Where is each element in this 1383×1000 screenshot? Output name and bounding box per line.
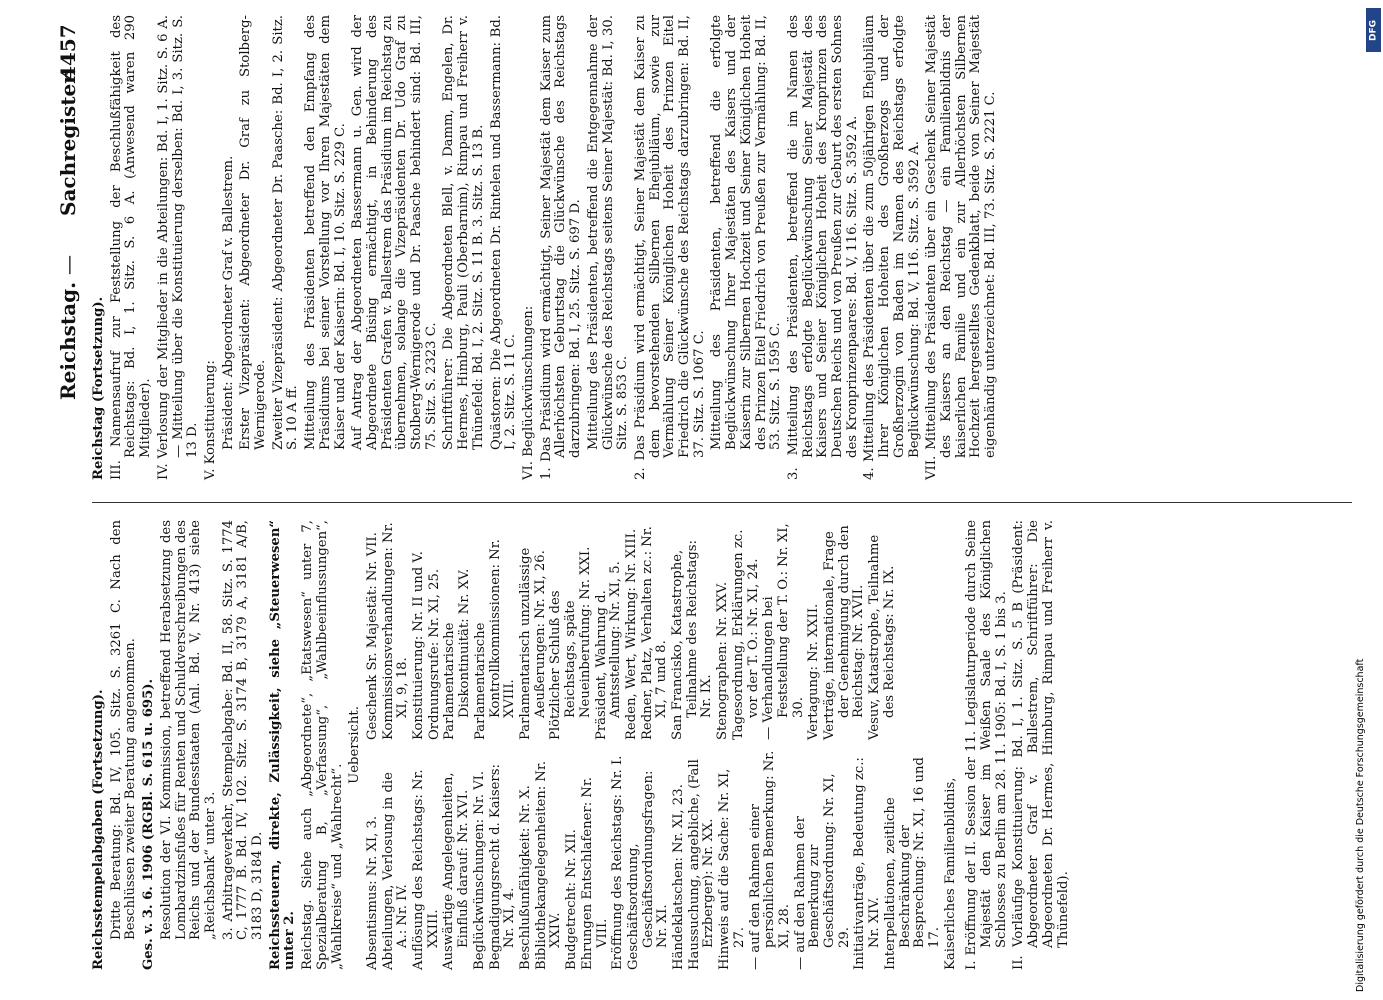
header-title: Reichstag. [56, 281, 80, 400]
list-item: Kaiserliches Familienbildnis, [942, 777, 958, 970]
section-entry: III. Namensaufruf zur Feststellung der Beschlußfähigkeit des Reichstags: Bd. I, 1. Sitz. S. 6 A. (Anwesend waren 290 Mitglieder). [108, 15, 154, 480]
overview-right-list [366, 520, 959, 740]
entry-text: Ges. v. 3. 6. 1906 (RGBl. S. 615 u. 695). [141, 678, 157, 970]
section-entry: V. Konstituierung: [202, 360, 218, 480]
section-entry: Mitteilung des Präsidenten betreffend den Empfang des Präsidiums bei seiner Vorstellung vor Ihren Majestäten dem Kaiser und der Kaiserin: Bd. I, 10. Sitz. S. 229 C. [303, 15, 348, 450]
list-item: Vertagung: Nr. XXII. [806, 603, 822, 740]
list-item: Hinweis auf die Sache: Nr. XI, 27. [717, 768, 747, 970]
overview-table [366, 520, 959, 970]
entry-text: Dritte Beratung: Bd. IV, 105. Sitz. S. 3261 C. Nach den Beschlüssen zweiter Beratung angenommen. [108, 520, 139, 940]
running-header [52, 0, 96, 1000]
entry-heading: Reichstag. Siehe auch „Abgeordnete“, „Etatswesen“ unter 7, Spezialberatung B, „Verfassung“, „Wahlbeeinflussungen“, „Wahlkreise“ und „Wahlrecht“. [300, 520, 345, 970]
section-entry: Mitteilung des Präsidenten, betreffend die Entgegennahme der Glückwünsche des Reichstags seitens Seiner Majestät: Bd. I, 30. Sitz. S. 853 C. [585, 15, 631, 450]
list-item: Haussuchung, angebliche, (Fall Erzberger): Nr. XX. [686, 759, 717, 970]
digitization-credit [1355, 8, 1381, 992]
list-item: Plötzlicher Schluß des Reichstags, späte Neueinberufung: Nr. XXI. [548, 546, 593, 740]
entry-heading: Reichstag (Fortsetzung). [91, 296, 106, 480]
entry-text: Resolution der VI. Kommission, betreffend Herabsetzung des Lombardzinsfußes für Renten und Schuldverschreibungen des Reichs und der Bundesstaaten (Anl. Bd. V, Nr. 413) siehe „Reichsbank“ unter 3. [158, 520, 218, 940]
right-column [92, 15, 1002, 480]
list-item: Beschlußunfähigkeit: Nr. X. [517, 785, 533, 970]
list-item: Eröffnung des Reichstags: Nr. I. [610, 755, 626, 970]
list-item: Kommissionsverhandlungen: Nr. XI, 9, 18. [380, 522, 411, 740]
page-number: 4457 [56, 24, 80, 80]
dfg-logo-icon: DFG [1366, 8, 1381, 52]
list-item: Redner, Platz, Verhalten zc.: Nr. XI, 7 und 8. [639, 526, 670, 740]
list-item: Tagesordnung, Erklärungen zc. vor der T. O.: Nr. XI, 24. [730, 529, 761, 740]
section-entry: VII. Mitteilung des Präsidenten über ein Geschenk Seiner Majestät des Kaisers an den Reichstag — ein Familienbildnis der kaiserlichen Familie und ein zur Allerhöchsten Silbernen Hochzeit hergestelltes Gedenkblatt, beide von Seiner Majestät eigenhändig unterzeichnet: Bd. III, 73. Sitz. S. 2221 C. [924, 15, 999, 480]
list-item: Parlamentarische Kontrollkommissionen: Nr. XVIII. [472, 539, 518, 740]
list-item: Geschäftsordnung, Geschäftsordnungsfragen: Nr. XI. [625, 770, 671, 970]
section-entry: 2. Das Präsidium wird ermächtigt, Seiner Majestät dem Kaiser zu dem bevorstehenden Silbernen Ehejubiläum, sowie zur Vermählung Seiner Königlichen Hoheit des Prinzen Eitel Friedrich die Glückwünsche des Reichstags darzubringen: Bd. II, 37. Sitz. S. 1067 C. [632, 15, 707, 480]
left-column [92, 520, 1074, 970]
list-item: Beglückwünschungen: Nr. VI. [471, 770, 487, 970]
header-dash: — [56, 255, 80, 275]
section-entry: Quästoren: Die Abgeordneten Dr. Rintelen und Bassermann: Bd. I, 2. Sitz. S. 11 C. [488, 15, 519, 450]
section-entry: Zweiter Vizepräsident: Abgeordneter Dr. Paasche: Bd. I, 2. Sitz. S. 10 A ff. [270, 15, 301, 450]
section-entry: 4. Mitteilung des Präsidenten über die zum 50jährigen Ehejubiläum Ihrer Königlichen Hoheiten des Großherzogs und der Großherzogin von Baden im Namen des Reichstags erfolgte Beglückwünschung: Bd. V, 116. Sitz. S. 3592 A. [862, 15, 922, 480]
credit-text: Digitalisierung gefördert durch die Deutsche Forschungsgemeinschaft [1355, 658, 1366, 992]
list-item: Konstituierung: Nr. II und V. [411, 551, 427, 740]
list-item: Stenographen: Nr. XXV. [715, 581, 731, 740]
section-entry: Auf Antrag der Abgeordneten Bassermann u. Gen. wird der Abgeordnete Büsing ermächtigt, in Behinderung des Präsidenten Grafen v. Ballestrem das Präsidium im Reichstag zu übernehmen, solange die Vizepräsidenten Dr. Udo Graf zu Stolberg-Wernigerode und Dr. Paasche behindert sind: Bd. III, 75. Sitz. S. 2323 C. [350, 15, 439, 450]
section-entry: Schriftführer: Die Abgeordneten Blell, v. Damm, Engelen, Dr. Hermes, Himburg, Pauli (Oberbarnim), Rimpau und Freiherr v. Thünefeld: Bd. I, 2. Sitz. S. 11 B. 3. Sitz. S. 13 B. [441, 15, 486, 450]
list-item: Begnadigungsrecht d. Kaisers: Nr. XI, 4. [487, 764, 518, 970]
section-entry: I. Eröffnung der II. Session der 11. Legislaturperiode durch Seine Majestät den Kaiser im Weißen Saale des Königlichen Schlosses zu Berlin am 28. 11. 1905: Bd. I, S. 1 bis 3. [964, 520, 1009, 970]
list-item: Initiativanträge, Bedeutung zc.: Nr. XIV. [852, 757, 883, 970]
list-item: Auswärtige Angelegenheiten, Einfluß darauf: Nr. XVI. [441, 772, 472, 970]
list-item: Parlamentarische Diskontinuität: Nr. XV. [442, 568, 473, 740]
section-entry: Erster Vizepräsident: Abgeordneter Dr. Graf zu Stolberg-Wernigerode. [238, 15, 269, 450]
list-item: Abteilungen, Verlosung in die A.: Nr. IV. [380, 772, 411, 970]
list-item: Geschenk Sr. Majestät: Nr. VII. [364, 532, 380, 740]
section-entry: IV. Verlosung der Mitglieder in die Abteilungen: Bd. I, 1. Sitz. S. 6 A. — Mitteilung über die Konstituierung derselben: Bd. I, 3. Sitz. S. 13 D. [155, 15, 201, 480]
section-entry: Präsident: Abgeordneter Graf v. Ballestrem. [220, 155, 236, 450]
section-entry: VI. Beglückwünschungen: [520, 305, 536, 480]
list-item: Auflösung des Reichstags: Nr. XXIII. [411, 769, 441, 970]
entry-text: 3. Arbitrageverkehr, Stempelabgabe: Bd. II, 58. Sitz. S. 1774 C, 1777 B. Bd. IV, 102. Sitz. S. 3174 B, 3179 A, 3181 A/B, 3183 D, 3184 D. [220, 520, 266, 940]
list-item: — auf den Rahmen einer persönlichen Bemerkung: Nr. XI, 28. [747, 750, 792, 970]
list-item: — auf den Rahmen der Bemerkung zur Geschäftsordnung: Nr. XI, 29. [792, 773, 852, 970]
list-item: Verträge, internationale, Frage der Genehmigung durch den Reichstag: Nr. XVII. [822, 525, 867, 740]
entry-heading: Reichssteuern, direkte, Zulässigkeit, siehe „Steuerwesen“ unter 2. [267, 520, 298, 970]
section-entry: Mitteilung des Präsidenten, betreffend die erfolgte Beglückwünschung Ihrer Majestäten des Kaisers und der Kaiserin zur Silbernen Hochzeit und Seiner Königlichen Hoheit des Prinzen Eitel Friedrich von Preußen zur Vermählung: Bd. II, 53. Sitz. S. 1595 C. [709, 15, 784, 450]
list-item: San Francisko, Katastrophe, Teilnahme des Reichstags: Nr. IX. [670, 540, 715, 740]
list-item: Händeklatschen: Nr. XI, 23. [671, 784, 687, 970]
list-item: Interpellationen, zeitliche Beschränkung der Besprechung: Nr. XI, 16 und 17. [882, 757, 942, 970]
list-item: Parlamentarisch unzulässige Aeußerungen: Nr. XI, 26. [517, 547, 548, 740]
list-item: Bibliothekangelegenheiten: Nr. XXIV. [533, 760, 564, 970]
list-item: Ordnungsrufe: Nr. XI, 25. [426, 568, 442, 740]
overview-heading: Uebersicht. [347, 706, 363, 784]
list-item: Vesuv, Katastrophe, Teilnahme des Reichstags: Nr. IX. [867, 534, 897, 740]
list-item: Budgetrecht: Nr. XII. [564, 829, 580, 970]
list-item: Reden, Wert, Wirkung: Nr. XIII. [623, 528, 639, 740]
list-item: Ehrungen Entschlafener: Nr. VIII. [579, 777, 610, 970]
section-entry: 1. Das Präsidium wird ermächtigt, Seiner Majestät dem Kaiser zum Allerhöchsten Geburtstag die Glückwünsche des Reichstags darzubringen: Bd. I, 25. Sitz. S. 697 D. [538, 15, 584, 480]
list-item: Absentismus: Nr. XI, 3. [364, 815, 380, 970]
section-entry: 3. Mitteilung des Präsidenten, betreffend die im Namen des Reichstags erfolgte Beglückwünschung Seiner Majestät des Kaisers und Seiner Königlichen Hoheit des Kronprinzen des Deutschen Reichs und von Preußen zur Geburt des ersten Sohnes des Kronprinzenpaares: Bd. V, 116. Sitz. S. 3592 A. [785, 15, 860, 480]
list-item: Präsident, Wahrung d. Amtsstellung: Nr. XI, 5. [593, 561, 624, 740]
column-divider [92, 502, 1352, 503]
entry-heading: Reichsstempelabgaben (Fortsetzung). [91, 689, 106, 970]
section-entry: II. Vorläufige Konstituierung: Bd. I, 1. Sitz. S. 5 B (Präsident: Abgeordneter Graf v. Ballestrem, Schriftführer: Die Abgeordneten Dr. Hermes, Himburg, Rimpau und Freiherr v. Thünefeld). [1011, 520, 1071, 970]
header-section: Sachregister. [56, 68, 80, 216]
overview-left-list [366, 750, 959, 970]
list-item: — Verhandlungen bei Feststellung der T. O.: Nr. XI, 30. [761, 523, 806, 740]
